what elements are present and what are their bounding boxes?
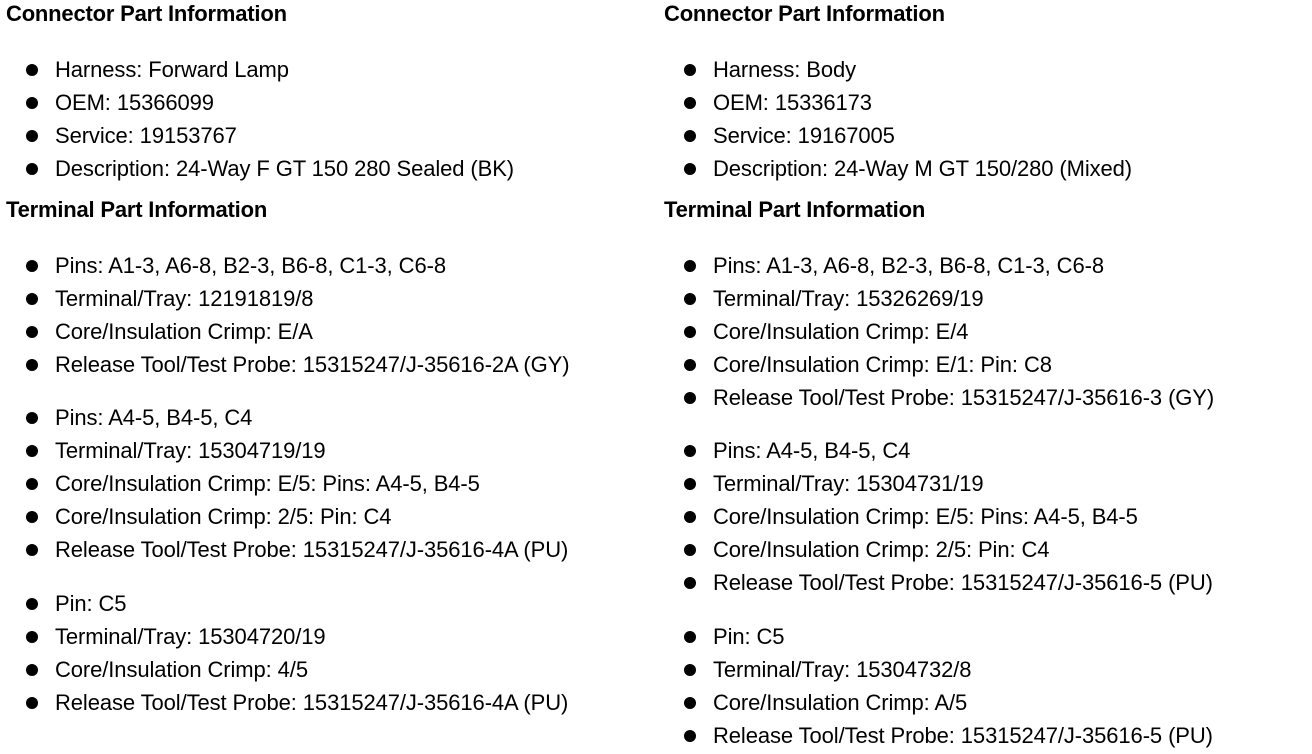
- list-item: [6, 282, 569, 315]
- list-item: [664, 653, 1213, 686]
- list-item: [664, 119, 1132, 152]
- bullet-icon: [684, 445, 696, 457]
- terminal-heading: Terminal Part Information: [664, 197, 926, 222]
- list-item-text: Service: 19167005: [713, 123, 895, 148]
- bullet-icon: [26, 478, 38, 490]
- list-item: [664, 500, 1213, 533]
- list-item-text: Terminal/Tray: 15304720/19: [55, 624, 326, 649]
- bullet-icon: [26, 97, 38, 109]
- bullet-icon: [26, 697, 38, 709]
- bullet-icon: [26, 445, 38, 457]
- list-item: [6, 467, 568, 500]
- bullet-icon: [684, 664, 696, 676]
- list-item-text: Harness: Body: [713, 57, 856, 82]
- bullet-icon: [26, 163, 38, 175]
- list-item-text: Core/Insulation Crimp: E/1: Pin: C8: [713, 352, 1052, 377]
- list-item-text: Terminal/Tray: 15304719/19: [55, 438, 326, 463]
- connector-heading: Connector Part Information: [6, 1, 287, 26]
- terminal-group-list: [6, 587, 568, 719]
- bullet-icon: [684, 544, 696, 556]
- list-item-text: Terminal/Tray: 15326269/19: [713, 286, 984, 311]
- list-item: [664, 53, 1132, 86]
- list-item-text: Description: 24-Way M GT 150/280 (Mixed): [713, 156, 1133, 181]
- list-item: [6, 434, 568, 467]
- list-item: [664, 533, 1213, 566]
- list-item: [664, 86, 1132, 119]
- list-item-text: Pin: C5: [55, 591, 127, 616]
- list-item: [664, 315, 1214, 348]
- list-item-text: Terminal/Tray: 15304731/19: [713, 471, 984, 496]
- list-item-text: OEM: 15366099: [55, 90, 214, 115]
- list-item-text: Service: 19153767: [55, 123, 237, 148]
- list-item: [6, 653, 568, 686]
- bullet-icon: [26, 64, 38, 76]
- list-item: [664, 381, 1214, 414]
- bullet-icon: [26, 412, 38, 424]
- list-item: [6, 620, 568, 653]
- list-item-text: Pins: A1-3, A6-8, B2-3, B6-8, C1-3, C6-8: [713, 253, 1104, 278]
- list-item-text: Core/Insulation Crimp: 2/5: Pin: C4: [713, 537, 1050, 562]
- bullet-icon: [684, 577, 696, 589]
- list-item: [664, 434, 1213, 467]
- list-item-text: Description: 24-Way F GT 150 280 Sealed (BK): [55, 156, 515, 181]
- list-item: [664, 249, 1214, 282]
- list-item-text: Core/Insulation Crimp: A/5: [713, 690, 968, 715]
- list-item-text: Terminal/Tray: 12191819/8: [55, 286, 314, 311]
- list-item-text: Release Tool/Test Probe: 15315247/J-35616-5 (PU): [713, 570, 1213, 595]
- bullet-icon: [26, 130, 38, 142]
- terminal-group-list: [6, 249, 569, 381]
- bullet-icon: [26, 511, 38, 523]
- bullet-icon: [684, 130, 696, 142]
- bullet-icon: [684, 359, 696, 371]
- list-item: [6, 500, 568, 533]
- bullet-icon: [684, 511, 696, 523]
- terminal-heading: Terminal Part Information: [6, 197, 268, 222]
- list-item-text: Release Tool/Test Probe: 15315247/J-35616-4A (PU): [55, 690, 569, 715]
- bullet-icon: [684, 730, 696, 742]
- terminal-group-list: [664, 249, 1214, 414]
- list-item: [664, 348, 1214, 381]
- list-item: [6, 86, 514, 119]
- list-item: [664, 152, 1132, 185]
- list-item: [6, 533, 568, 566]
- list-item: [6, 686, 568, 719]
- bullet-icon: [684, 478, 696, 490]
- bullet-icon: [26, 544, 38, 556]
- list-item: [664, 566, 1213, 599]
- connector-list: [664, 53, 1132, 185]
- list-item-text: Core/Insulation Crimp: E/4: [713, 319, 969, 344]
- terminal-group-list: [664, 620, 1213, 752]
- list-item: [6, 119, 514, 152]
- bullet-icon: [684, 293, 696, 305]
- list-item-text: Release Tool/Test Probe: 15315247/J-35616-4A (PU): [55, 537, 569, 562]
- list-item-text: Core/Insulation Crimp: E/5: Pins: A4-5, B4-5: [55, 471, 480, 496]
- bullet-icon: [26, 359, 38, 371]
- bullet-icon: [684, 97, 696, 109]
- bullet-icon: [26, 260, 38, 272]
- list-item-text: Core/Insulation Crimp: E/A: [55, 319, 313, 344]
- bullet-icon: [684, 260, 696, 272]
- list-item-text: Terminal/Tray: 15304732/8: [713, 657, 972, 682]
- list-item: [664, 282, 1214, 315]
- terminal-group-list: [664, 434, 1213, 599]
- list-item-text: Release Tool/Test Probe: 15315247/J-35616-5 (PU): [713, 723, 1213, 748]
- bullet-icon: [26, 293, 38, 305]
- list-item-text: Harness: Forward Lamp: [55, 57, 289, 82]
- list-item: [6, 587, 568, 620]
- list-item-text: Pins: A4-5, B4-5, C4: [55, 405, 253, 430]
- list-item-text: Core/Insulation Crimp: 4/5: [55, 657, 308, 682]
- list-item-text: Pins: A4-5, B4-5, C4: [713, 438, 911, 463]
- bullet-icon: [684, 631, 696, 643]
- list-item: [6, 401, 568, 434]
- connector-heading: Connector Part Information: [664, 1, 945, 26]
- list-item: [664, 686, 1213, 719]
- bullet-icon: [26, 326, 38, 338]
- list-item-text: Release Tool/Test Probe: 15315247/J-35616-3 (GY): [713, 385, 1215, 410]
- bullet-icon: [26, 664, 38, 676]
- list-item: [664, 467, 1213, 500]
- list-item-text: Core/Insulation Crimp: E/5: Pins: A4-5, B4-5: [713, 504, 1138, 529]
- bullet-icon: [684, 163, 696, 175]
- list-item-text: OEM: 15336173: [713, 90, 872, 115]
- list-item-text: Pin: C5: [713, 624, 785, 649]
- connector-list: [6, 53, 514, 185]
- list-item: [6, 249, 569, 282]
- list-item-text: Release Tool/Test Probe: 15315247/J-35616-2A (GY): [55, 352, 570, 377]
- bullet-icon: [684, 326, 696, 338]
- list-item: [6, 53, 514, 86]
- bullet-icon: [684, 64, 696, 76]
- bullet-icon: [26, 598, 38, 610]
- bullet-icon: [684, 392, 696, 404]
- terminal-group-list: [6, 401, 568, 566]
- bullet-icon: [26, 631, 38, 643]
- list-item: [6, 152, 514, 185]
- list-item-text: Pins: A1-3, A6-8, B2-3, B6-8, C1-3, C6-8: [55, 253, 446, 278]
- list-item-text: Core/Insulation Crimp: 2/5: Pin: C4: [55, 504, 392, 529]
- list-item: [6, 315, 569, 348]
- list-item: [664, 719, 1213, 752]
- bullet-icon: [684, 697, 696, 709]
- list-item: [664, 620, 1213, 653]
- list-item: [6, 348, 569, 381]
